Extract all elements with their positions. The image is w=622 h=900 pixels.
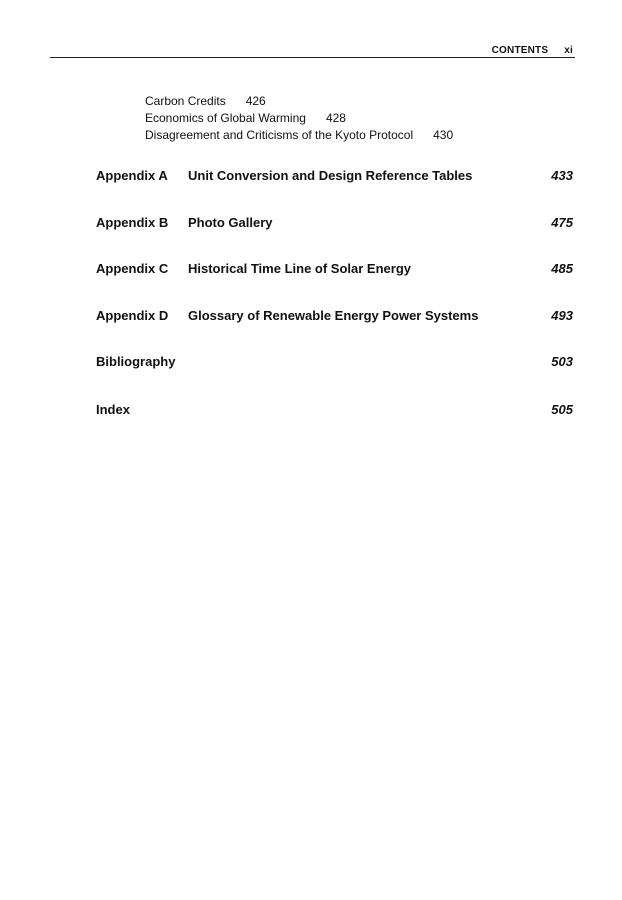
entry-page: 485: [551, 261, 573, 276]
toc-entry-appendix-a: [96, 168, 573, 183]
subentry-page: 426: [245, 94, 266, 108]
header-rule: [50, 57, 575, 58]
entry-title: Historical Time Line of Solar Energy: [188, 261, 411, 276]
entry-page: 493: [551, 308, 573, 323]
subentry-title: Disagreement and Criticisms of the Kyoto Protocol: [145, 128, 414, 142]
subentry-title: Carbon Credits: [145, 94, 226, 108]
toc-subentry: [145, 127, 453, 144]
entry-label: Index: [96, 402, 130, 417]
entry-page: 433: [551, 168, 573, 183]
entry-label: Appendix C: [96, 261, 169, 276]
entry-label: Appendix B: [96, 215, 169, 230]
toc-entry-index: [96, 402, 573, 417]
entry-label: Appendix A: [96, 168, 168, 183]
subentry-list: [145, 93, 453, 144]
entry-page: 475: [551, 215, 573, 230]
entry-title: Unit Conversion and Design Reference Tables: [188, 168, 473, 183]
entry-label: Appendix D: [96, 308, 169, 323]
running-head: [492, 45, 573, 56]
entry-title: Glossary of Renewable Energy Power Systems: [188, 308, 479, 323]
toc-subentry: [145, 110, 453, 127]
running-head-page-number: xi: [564, 45, 573, 56]
entry-page: 503: [551, 354, 573, 369]
entry-label: Bibliography: [96, 354, 176, 369]
toc-subentry: [145, 93, 453, 110]
toc-entry-appendix-b: [96, 215, 573, 230]
subentry-page: 430: [433, 128, 454, 142]
toc-entry-appendix-d: [96, 308, 573, 323]
subentry-page: 428: [325, 111, 346, 125]
toc-entry-bibliography: [96, 354, 573, 369]
entry-title: Photo Gallery: [188, 215, 273, 230]
subentry-title: Economics of Global Warming: [145, 111, 306, 125]
toc-entry-appendix-c: [96, 261, 573, 276]
entry-page: 505: [551, 402, 573, 417]
running-head-section: CONTENTS: [491, 45, 549, 56]
